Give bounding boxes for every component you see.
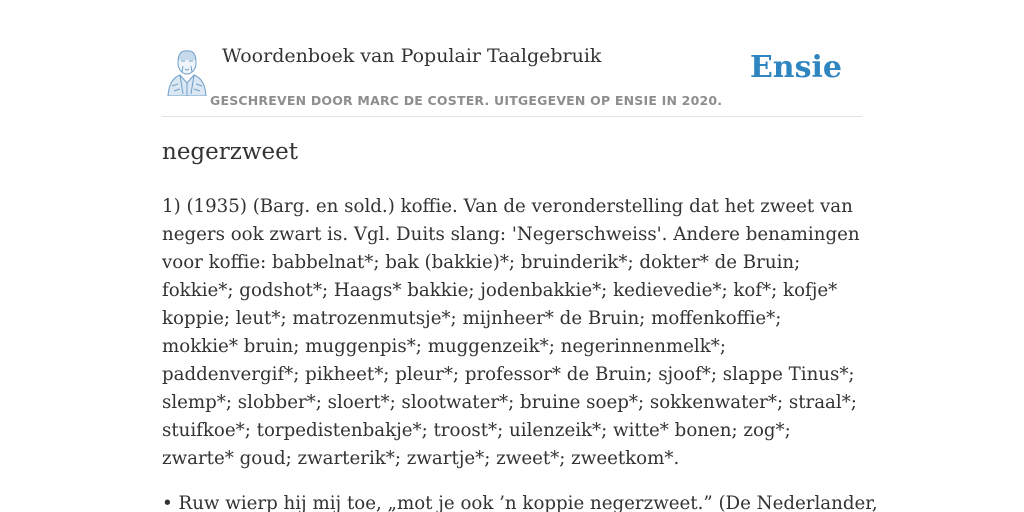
- header: [162, 0, 862, 117]
- byline: GESCHREVEN DOOR MARC DE COSTER. UITGEGEVEN OP ENSIE IN 2020.: [210, 93, 723, 108]
- book-title[interactable]: Woordenboek van Populair Taalgebruik: [222, 45, 602, 67]
- page-container: [162, 0, 878, 512]
- entry-term: negerzweet: [162, 139, 299, 165]
- author-portrait-icon: [164, 46, 210, 96]
- entry-definition: 1) (1935) (Barg. en sold.) koffie. Van de veronderstelling dat het zweet van negers ook zwart is. Vgl. Duits slang: 'Negerschweiss'. Andere benamingen voor koffie: babbelnat*; bak (bakkie)*; bruinderik*; dokter* de Bruin; fokkie*; godshot*; Haags* bakkie; jodenbakkie*; kedievedie*; kof*; kofje* koppie; leut*; matrozenmutsje*; mijnheer* de Bruin; moffenkoffie*; mokkie* bruin; muggenpis*; muggenzeik*; negerinnenmelk*; paddenvergif*; pikheet*; pleur*; professor* de Bruin; sjoof*; slappe Tinus*; slemp*; slobber*; sloert*; slootwater*; bruine soep*; sokkenwater*; straal*; stuifkoe*; torpedistenbakje*; troost*; uilenzeik*; witte* bonen; zog*; zwarte* goud; zwarterik*; zwartje*; zweet*; zweetkom*.: [162, 196, 860, 469]
- ensie-logo-link[interactable]: Ensie: [749, 50, 842, 85]
- entry-example: • Ruw wierp hij mij toe, „mot je ook ’n koppie negerzweet.” (De Nederlander,: [162, 493, 878, 512]
